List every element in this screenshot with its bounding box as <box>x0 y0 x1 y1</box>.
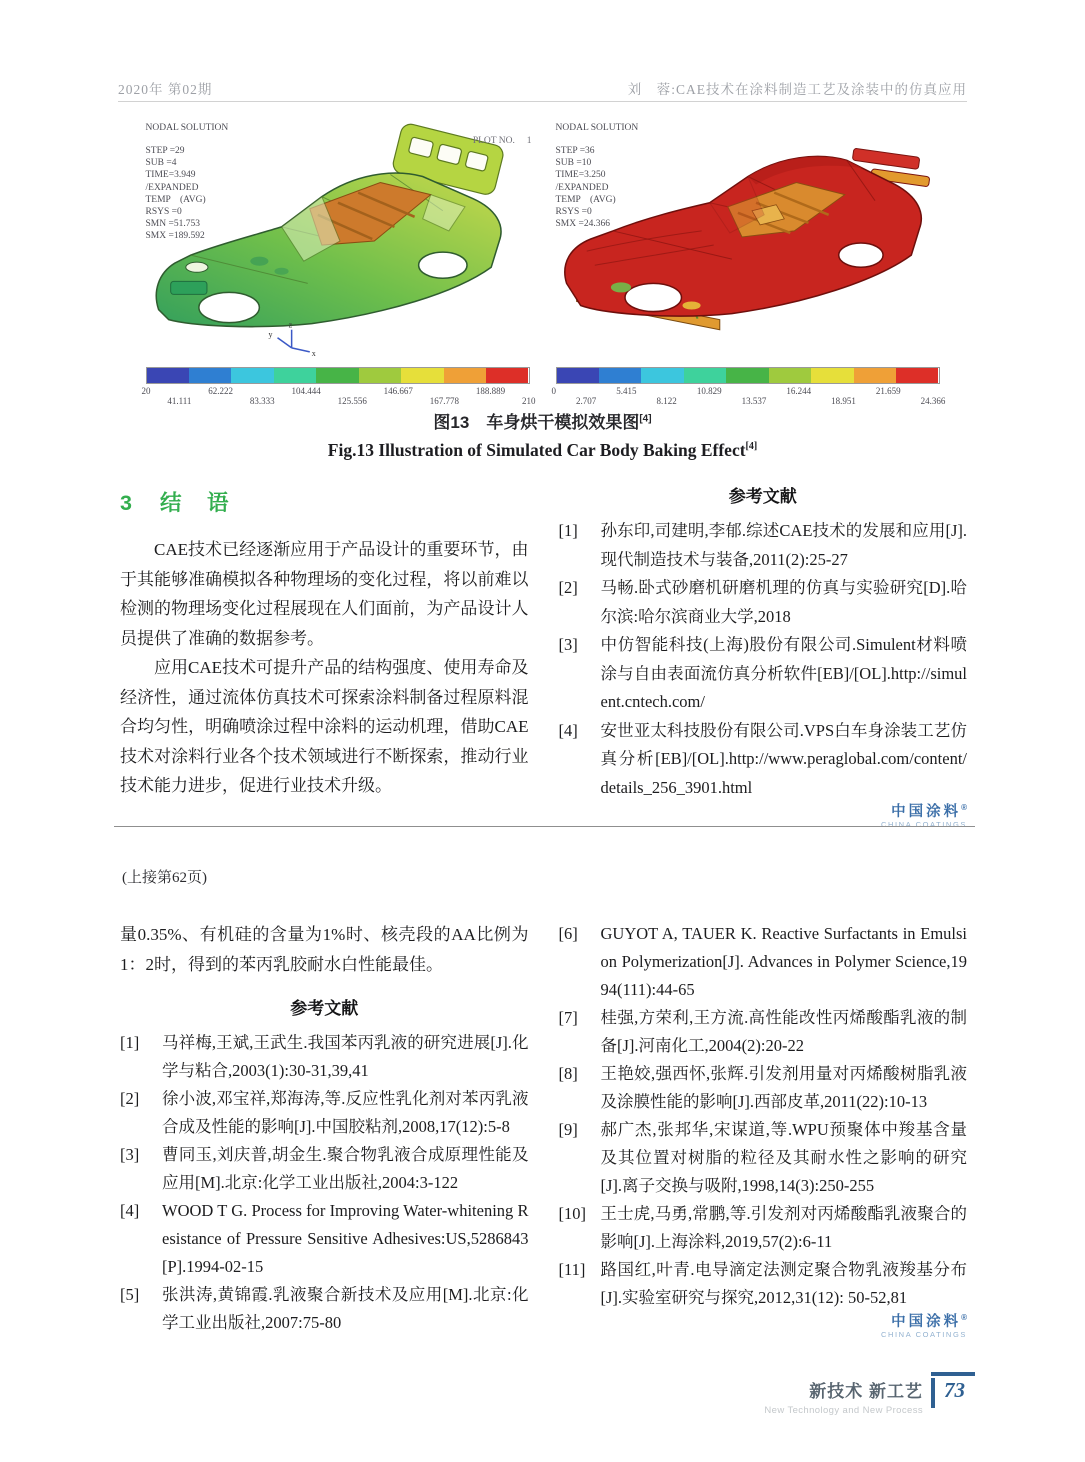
colorbar-ticks-right <box>552 386 946 408</box>
reference-item <box>559 574 968 631</box>
figure-caption <box>0 408 1085 461</box>
info-line <box>146 134 229 145</box>
colorbar-tick-label: 5.415 <box>616 386 637 396</box>
info-line: STEP =29 <box>145 146 185 157</box>
axis-triad-icon <box>277 330 309 352</box>
info-line: /EXPANDED <box>145 182 199 193</box>
references-list-bottom-left <box>120 1029 529 1337</box>
continued-paragraph: 量0.35%、有机硅的含量为1%时、核壳段的AA比例为1：2时，得到的苯丙乳胶耐水白性能最佳。 <box>120 925 529 974</box>
reference-item <box>120 1029 529 1085</box>
colorbar-segment <box>401 368 443 383</box>
page-number: 73 <box>931 1378 975 1408</box>
conclusion-paragraph-1: CAE技术已经逐渐应用于产品设计的重要环节，由于其能够准确模拟各种物理场的变化过程，将以前难以检测的物理场变化过程展现在人们面前，为产品设计人员提供了准确的数据参考。 <box>120 540 529 648</box>
references-list-top <box>559 517 968 802</box>
info-line <box>556 134 639 145</box>
logo-text-en: CHINA COATINGS <box>880 1330 967 1340</box>
reference-number: [3] <box>558 635 578 654</box>
references-list-bottom-right <box>559 920 968 1312</box>
colorbar-tick-label: 83.333 <box>249 396 275 406</box>
reference-number: [1] <box>558 521 578 540</box>
reference-text: 孙东印,司建明,李郁.综述CAE技术的发展和应用[J].现代制造技术与装备,2011(2):25-27 <box>600 521 967 569</box>
colorbar-tick-label: 146.667 <box>383 386 413 396</box>
reference-number: [4] <box>558 720 578 740</box>
reference-text: 马畅.卧式砂磨机研磨机理的仿真与实验研究[D].哈尔滨:哈尔滨商业大学,2018 <box>600 578 967 626</box>
reference-item <box>559 517 968 574</box>
colorbar-segment <box>641 368 683 383</box>
reference-number: [1] <box>120 1033 140 1052</box>
colorbar-tick-label: 41.111 <box>167 396 192 406</box>
reference-item <box>559 1060 968 1116</box>
page-footer <box>764 1372 975 1416</box>
reference-text: 王士虎,马勇,常鹏,等.引发剂对丙烯酸酯乳液聚合的影响[J].上海涂料,2019,57(2):6-11 <box>600 1204 967 1251</box>
colorbar-tick-label: 20 <box>141 386 151 396</box>
info-line: NODAL SOLUTION <box>555 123 639 133</box>
info-line: TIME=3.949 <box>145 170 196 181</box>
info-line: SMX =24.366 <box>555 219 610 230</box>
simulation-image-left <box>138 114 538 408</box>
colorbar-tick-label: 210 <box>521 396 536 406</box>
conclusion-paragraph-2: 应用CAE技术可提升产品的结构强度、使用寿命及经济性，通过流体仿真技术可探索涂料制备过程原料混合均匀性，明确喷涂过程中涂料的运动机理，借助CAE技术对涂料行业各个技术领域进行不断探索，推动行业技术能力进步，促进行业技术升级。 <box>120 658 529 795</box>
info-line: RSYS =0 <box>145 206 182 217</box>
reference-text: 张洪涛,黄锦霞.乳液聚合新技术及应用[M].北京:化学工业出版社,2007:75-80 <box>162 1285 529 1332</box>
reference-number: [2] <box>120 1089 140 1108</box>
colorbar-tick-label: 188.889 <box>475 386 506 396</box>
footer-titles <box>764 1377 923 1416</box>
colorbar-segment <box>854 368 896 383</box>
reference-item <box>120 1141 529 1197</box>
info-line: TIME=3.250 <box>555 170 606 181</box>
logo-text-zh: 中国涂料® <box>891 803 967 820</box>
page-header <box>118 78 967 98</box>
registered-mark-icon: ® <box>961 803 967 812</box>
reference-item <box>559 631 968 717</box>
colorbar-tick-label: 167.778 <box>429 396 459 406</box>
lower-two-columns <box>120 920 967 1339</box>
colorbar-tick-label: 10.829 <box>696 386 722 396</box>
colorbar-segment <box>769 368 811 383</box>
colorbar-segment <box>811 368 853 383</box>
colorbar-segment <box>599 368 641 383</box>
logo-text-en: CHINA COATINGS <box>880 820 967 830</box>
references-column-top <box>559 478 968 829</box>
section-heading-conclusion <box>120 486 529 517</box>
info-line: SMX =189.592 <box>145 231 205 242</box>
reference-text: 马祥梅,王斌,王武生.我国苯丙乳液的研究进展[J].化学与粘合,2003(1):30-31,39,41 <box>162 1033 529 1080</box>
colorbar-tick-label: 16.244 <box>786 386 812 396</box>
colorbar-segment <box>316 368 358 383</box>
colorbar-segment <box>486 368 528 383</box>
reference-item <box>559 1256 968 1312</box>
colorbar-ticks-left <box>142 386 536 408</box>
reference-text: 郝广杰,张邦华,宋谋道,等.WPU预聚体中羧基含量及其位置对树脂的粒径及其耐水性之影响的研究[J].离子交换与吸附,1998,14(3):250-255 <box>600 1120 967 1195</box>
section-title: 结 语 <box>159 491 231 515</box>
colorbar-segment <box>557 368 599 383</box>
reference-item <box>120 1281 529 1337</box>
info-line: TEMP (AVG) <box>145 194 206 205</box>
reference-text: 徐小波,邓宝祥,郑海涛,等.反应性乳化剂对苯丙乳液合成及性能的影响[J].中国胶粘剂,2008,17(12):5-8 <box>162 1089 529 1136</box>
info-line: STEP =36 <box>555 146 595 157</box>
caption-ref-sup: [4] <box>639 413 652 425</box>
colorbar-tick-label: 2.707 <box>576 396 597 406</box>
reference-number: [9] <box>558 1120 578 1139</box>
section-number: 3 <box>120 491 134 515</box>
reference-number: [4] <box>120 1201 140 1220</box>
info-line: /EXPANDED <box>555 182 609 193</box>
reference-text: 中仿智能科技(上海)股份有限公司.Simulent材料喷涂与自由表面流仿真分析软件[EB]/[OL].http://simulent.cntech.com/ <box>600 635 967 711</box>
colorbar-tick-label: 0 <box>551 386 556 396</box>
colorbar-tick-label: 8.122 <box>656 396 677 406</box>
simulation-image-right <box>548 114 948 408</box>
colorbar-tick-label: 24.366 <box>920 396 946 406</box>
page-number-box <box>931 1372 975 1408</box>
footer-title-zh: 新技术 新工艺 <box>809 1382 923 1401</box>
colorbar-segment <box>684 368 726 383</box>
colorbar-segment <box>231 368 273 383</box>
issue-label: 2020年 第02期 <box>118 82 213 97</box>
colorbar-tick-label: 21.659 <box>875 386 901 396</box>
caption-ref-sup: [4] <box>745 441 758 453</box>
colorbar-left <box>146 367 530 384</box>
colorbar-right <box>556 367 940 384</box>
figure-caption-zh: 图13 车身烘干模拟效果图[4] <box>433 413 652 432</box>
colorbar-tick-label: 125.556 <box>337 396 367 406</box>
colorbar-tick-label: 18.951 <box>831 396 856 406</box>
colorbar-segment <box>896 368 938 383</box>
continued-from-note: (上接第62页) <box>122 870 207 886</box>
reference-text: 桂强,方荣利,王方流.高性能改性丙烯酸酯乳液的制备[J].河南化工,2004(2):20-22 <box>600 1008 967 1055</box>
reference-number: [7] <box>558 1008 578 1027</box>
reference-item <box>559 1200 968 1256</box>
reference-number: [11] <box>558 1260 586 1279</box>
reference-item <box>559 920 968 1004</box>
figure-row <box>55 114 1030 408</box>
reference-number: [5] <box>120 1285 140 1304</box>
reference-number: [2] <box>558 578 578 597</box>
logo-text-zh: 中国涂料® <box>891 1313 967 1330</box>
svg-text:x: x <box>311 348 316 358</box>
reference-text: 曹同玉,刘庆普,胡金生.聚合物乳液合成原理性能及应用[M].北京:化学工业出版社,2004:3-122 <box>162 1145 529 1192</box>
colorbar-tick-label: 13.537 <box>741 396 767 406</box>
continuation-column-left <box>120 920 529 1339</box>
references-heading: 参考文献 <box>728 487 797 506</box>
upper-two-columns <box>120 478 967 829</box>
colorbar-segment <box>726 368 768 383</box>
section-divider <box>114 826 975 827</box>
info-line: SUB =10 <box>555 158 592 169</box>
reference-item <box>559 717 968 803</box>
footer-title-en: New Technology and New Process <box>764 1405 923 1416</box>
info-line: RSYS =0 <box>555 206 592 217</box>
reference-number: [3] <box>120 1145 140 1164</box>
continuation-column-right <box>559 920 968 1339</box>
reference-text: 王艳姣,强西怀,张辉.引发剂用量对丙烯酸树脂乳液及涂膜性能的影响[J].西部皮革,2011(22):10-13 <box>600 1064 967 1111</box>
reference-text: 路国红,叶青.电导滴定法测定聚合物乳液羧基分布[J].实验室研究与探究,2012,31(12): 50-52,81 <box>600 1260 967 1307</box>
nodal-solution-text-left <box>146 122 229 242</box>
info-line: SUB =4 <box>145 158 177 169</box>
reference-number: [6] <box>558 924 578 943</box>
reference-number: [8] <box>558 1064 578 1083</box>
reference-item <box>559 1004 968 1060</box>
china-coatings-logo <box>559 1314 968 1339</box>
references-heading-2: 参考文献 <box>290 999 359 1018</box>
colorbar-tick-label: 104.444 <box>291 386 321 396</box>
running-title: 刘 蓉:CAE技术在涂料制造工艺及涂装中的仿真应用 <box>627 82 967 97</box>
svg-text:y: y <box>267 329 272 339</box>
colorbar-segment <box>189 368 231 383</box>
plot-number-label: PLOT NO. 1 <box>472 136 532 146</box>
colorbar-segment <box>147 368 189 383</box>
reference-item <box>120 1085 529 1141</box>
info-line: SMN =51.753 <box>145 219 200 230</box>
reference-text: WOOD T G. Process for Improving Water-whitening Resistance of Pressure Sensitive Adhesives:US,5286843[P].1994-02-15 <box>162 1201 529 1276</box>
colorbar-segment <box>274 368 316 383</box>
figure-caption-en: Fig.13 Illustration of Simulated Car Body Baking Effect[4] <box>327 440 758 460</box>
reference-text: GUYOT A, TAUER K. Reactive Surfactants in Emulsion Polymerization[J]. Advances in Polymer Science,1994(111):44-65 <box>600 924 967 999</box>
registered-mark-icon: ® <box>961 1313 967 1322</box>
info-line: NODAL SOLUTION <box>145 123 229 133</box>
svg-text:z: z <box>288 320 292 330</box>
colorbar-tick-label: 62.222 <box>208 386 234 396</box>
colorbar-segment <box>359 368 401 383</box>
conclusion-column <box>120 478 529 829</box>
reference-text: 安世亚太科技股份有限公司.VPS白车身涂装工艺仿真分析[EB]/[OL].http://www.peraglobal.com/content/details_256_3901.html <box>600 720 967 797</box>
nodal-solution-text-right <box>556 122 639 230</box>
reference-item <box>120 1197 529 1281</box>
reference-item <box>559 1116 968 1200</box>
info-line: TEMP (AVG) <box>555 194 616 205</box>
reference-number: [10] <box>558 1204 586 1223</box>
header-rule <box>118 101 967 102</box>
colorbar-segment <box>444 368 486 383</box>
